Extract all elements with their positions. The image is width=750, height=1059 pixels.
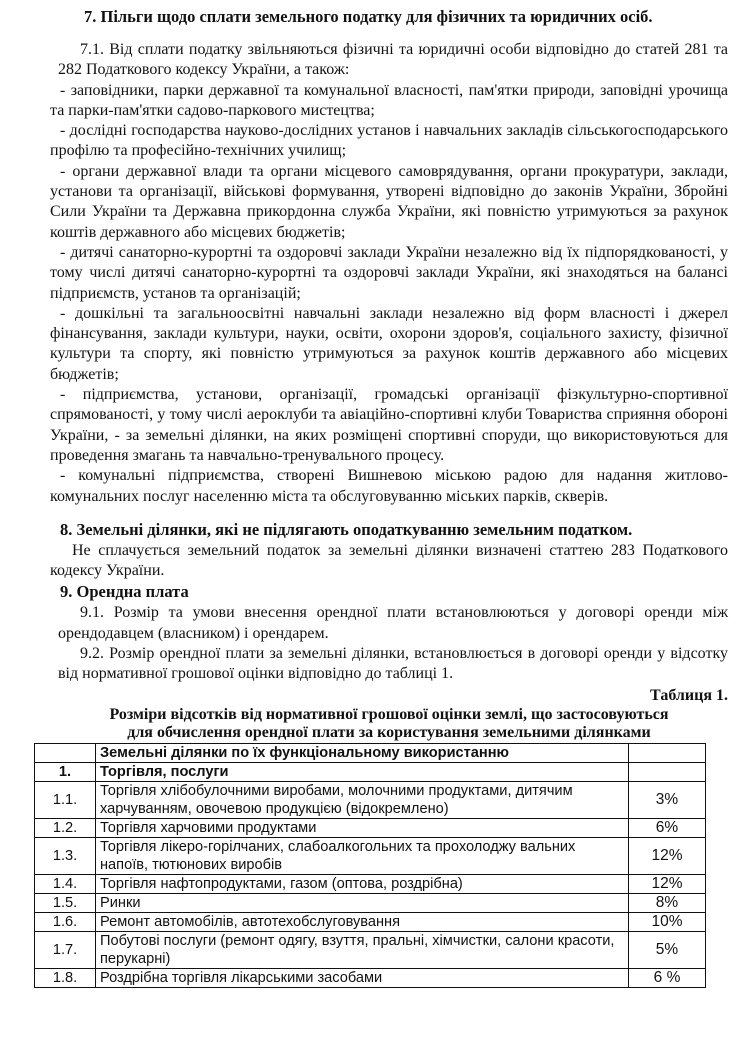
row-num: 1.8. xyxy=(35,968,96,987)
exemption-item: - комунальні підприємства, створені Вишневою міською радою для надання житлово-комунальних послуг населенню міста та обслуговуванню міських парків, скверів. xyxy=(50,467,728,505)
table-label: Таблиця 1. xyxy=(650,686,728,704)
row-num: 1.3. xyxy=(35,837,96,874)
header-usage-cell: Земельні ділянки по їх функціональному використанню xyxy=(96,743,629,762)
group-num: 1. xyxy=(35,762,96,781)
table-row xyxy=(35,931,706,968)
row-num: 1.2. xyxy=(35,818,96,837)
table-row xyxy=(35,912,706,931)
exemption-item: - дослідні господарства науково-дослідних установ і навчальних закладів сільськогосподарського профілю та професійно-технічних училищ; xyxy=(50,122,728,160)
row-usage: Роздрібна торгівля лікарськими засобами xyxy=(96,968,629,987)
table-row xyxy=(35,781,706,818)
table-row xyxy=(35,837,706,874)
section-8-text: Не сплачується земельний податок за земельні ділянки визначені статтею 283 Податкового кодексу України. xyxy=(50,541,728,580)
row-rate: 12% xyxy=(629,837,706,874)
section-7-heading: 7. Пільги щодо сплати земельного податку для фізичних та юридичних осіб. xyxy=(84,7,653,26)
row-usage: Торгівля лікеро-горілчаних, слабоалкогольних та прохолоджу вальних напоїв, тютюнових виробів xyxy=(96,837,629,874)
row-rate: 6% xyxy=(629,818,706,837)
row-rate: 8% xyxy=(629,893,706,912)
group-name: Торгівля, послуги xyxy=(96,762,629,781)
table-title-line-2: для обчислення орендної плати за користування земельними ділянками xyxy=(127,723,651,741)
section-9-heading: 9. Орендна плата xyxy=(60,582,189,602)
table-row xyxy=(35,818,706,837)
row-rate: 3% xyxy=(629,781,706,818)
row-num: 1.4. xyxy=(35,874,96,893)
exemption-item: - підприємства, установи, організації, громадські організації фізкультурно-спортивної спрямованості, у тому числі аероклуби та авіаційно-спортивні клуби Товариства сприяння обороні України, - за земельні ділянки, на яких розміщені спортивні споруди, що використовуються для проведення змагань та навчально-тренувального процесу. xyxy=(50,386,728,464)
table-title-line-1: Розміри відсотків від нормативної грошової оцінки землі, що застосовуються xyxy=(109,705,669,723)
section-9-2-text: 9.2. Розмір орендної плати за земельні ділянки, встановлюється в договорі оренди у відсотку від нормативної грошової оцінки відповідно до таблиці 1. xyxy=(58,645,728,683)
exemption-item: - дитячі санаторно-курортні та оздоровчі заклади України незалежно від їх підпорядкованості, у тому числі дитячі санаторно-курортні та оздоровчі заклади України, які знаходяться на балансі підприємств, установ та організацій; xyxy=(50,243,728,302)
row-usage: Торгівля харчовими продуктами xyxy=(96,818,629,837)
row-num: 1.1. xyxy=(35,781,96,818)
row-usage: Побутові послуги (ремонт одягу, взуття, пральні, хімчистки, салони красоти, перукарні) xyxy=(96,931,629,968)
table-header-row xyxy=(35,743,706,762)
row-usage: Торгівля хлібобулочними виробами, молочними продуктами, дитячим харчуванням, овочевою продукцією (відокремлено) xyxy=(96,781,629,818)
table-row xyxy=(35,874,706,893)
row-usage: Ринки xyxy=(96,893,629,912)
row-usage: Торгівля нафтопродуктами, газом (оптова, роздрібна) xyxy=(96,874,629,893)
table-row xyxy=(35,893,706,912)
row-num: 1.6. xyxy=(35,912,96,931)
row-usage: Ремонт автомобілів, автотехобслуговування xyxy=(96,912,629,931)
header-rate-cell xyxy=(629,743,706,762)
section-8-heading: 8. Земельні ділянки, які не підлягають оподаткуванню земельним податком. xyxy=(60,519,633,539)
header-num-cell xyxy=(35,743,96,762)
row-rate: 5% xyxy=(629,931,706,968)
row-num: 1.7. xyxy=(35,931,96,968)
section-9-1-text: 9.1. Розмір та умови внесення орендної плати встановлюються у договорі оренди між орендодавцем (власником) і орендарем. xyxy=(58,604,728,642)
exemption-item: - органи державної влади та органи місцевого самоврядування, органи прокуратури, заклади, установи та організації, військові формування, утворені відповідно до законів України, Збройні Сили України та Державна прикордонна служба України, які повністю утримуються за рахунок коштів державного або місцевих бюджетів; xyxy=(50,162,728,241)
exemption-item: - дошкільні та загальноосвітні навчальні заклади незалежно від форм власності і джерел фінансування, заклади культури, науки, освіти, охорони здоров'я, соціального захисту, фізичної культури та спорту, які повністю утримуються за рахунок коштів державного або місцевих бюджетів; xyxy=(50,304,728,383)
row-num: 1.5. xyxy=(35,893,96,912)
row-rate: 6 % xyxy=(629,968,706,987)
group-rate xyxy=(629,762,706,781)
section-7-1-intro: 7.1. Від сплати податку звільняються фізичні та юридичні особи відповідно до статей 281 та 282 Податкового кодексу України, а також: xyxy=(58,41,728,79)
row-rate: 12% xyxy=(629,874,706,893)
row-rate: 10% xyxy=(629,912,706,931)
table-row xyxy=(35,968,706,987)
exemption-item: - заповідники, парки державної та комунальної власності, пам'ятки природи, заповідні урочища та парки-пам'ятки садово-паркового мистецтва; xyxy=(50,81,728,119)
rent-rates-table xyxy=(34,743,706,988)
table-group-row xyxy=(35,762,706,781)
